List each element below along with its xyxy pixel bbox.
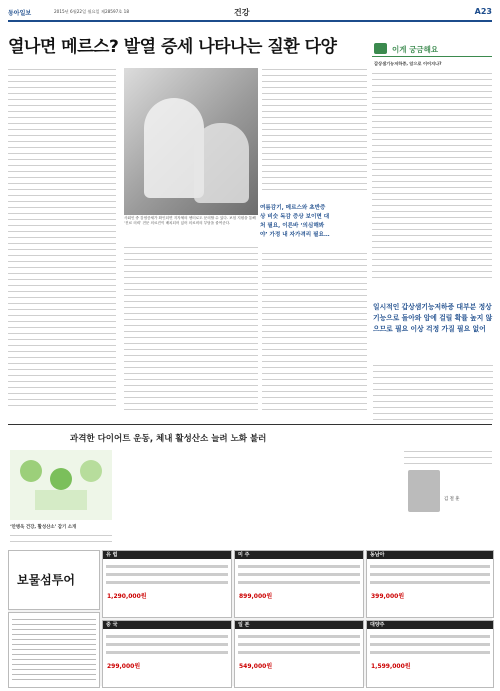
infographic-title: ‘안병욱 건강, 활성산소’ 감기 소개 <box>10 525 77 530</box>
ad-cell[interactable] <box>102 620 232 688</box>
doctor-icon <box>374 43 387 54</box>
section-divider <box>8 424 492 425</box>
sidebar-body-2 <box>373 362 493 420</box>
second-article-body <box>118 448 398 546</box>
brand-name: 보물섬투어 <box>17 573 75 587</box>
ad-price: 899,000원 <box>239 593 273 600</box>
ad-cell[interactable] <box>234 550 364 618</box>
ad-header: 유 럽 <box>103 551 231 559</box>
ad-side-list <box>8 612 100 688</box>
ad-section <box>8 550 492 686</box>
ad-price: 549,000원 <box>239 663 273 670</box>
author-photo <box>408 470 440 512</box>
article-column-3 <box>262 66 367 194</box>
travel-ad-brand[interactable] <box>8 550 100 610</box>
ad-price: 399,000원 <box>371 593 405 600</box>
sidebar <box>372 42 492 278</box>
ad-price: 1,290,000원 <box>107 593 147 600</box>
sidebar-body <box>372 70 492 278</box>
sidebar-pull-quote: 일시적인 갑상샘기능저하증 대부분 정상기능으로 돌아와 암에 걸릴 확률 높지 않으므로 필요 이상 걱정 가질 필요 없어 <box>373 303 493 333</box>
ad-header: 일 본 <box>235 621 363 629</box>
sidebar-title: 이게 궁금해요 <box>392 45 439 54</box>
article-column-2 <box>124 244 258 411</box>
ad-header: 대양주 <box>367 621 493 629</box>
sidebar-header <box>372 42 492 57</box>
author-name: 김 철 훈 <box>444 497 460 502</box>
paper-name: 동아일보 <box>8 10 32 17</box>
ad-cell[interactable] <box>366 620 494 688</box>
date-line: 2015년 6월22일 월요일 제28597호 18 <box>54 9 129 14</box>
second-headline: 과격한 다이어트 운동, 체내 활성산소 늘려 노화 불러 <box>70 434 267 444</box>
ad-price: 1,599,000원 <box>371 663 411 670</box>
article-column-4 <box>262 250 367 411</box>
photo-caption: 사회인 중 감염증세가 확인되면 지자체의 센터로도 문의할 수 있다. 보험 지원을 통해 ‘진료 의뢰’ 전문 의료진이 배치되어 있어 의료비의 부담을 줄여준다. <box>124 216 256 225</box>
pull-quote: 여름감기, 메르스와 초반증상 비슷 독감 증상 보이면 대처 필요, 이른바 ‘의심해봐야’ 가정 내 자가격리 필요… <box>260 205 330 238</box>
section-title: 건강 <box>234 8 250 17</box>
ad-header: 미 주 <box>235 551 363 559</box>
main-headline: 열나면 메르스? 발열 증세 나타나는 질환 다양 <box>8 37 337 57</box>
page-number: A23 <box>474 7 492 16</box>
sidebar-question: 갑상샘기능저하증, 암으로 이어지나? <box>374 61 442 66</box>
ad-price: 299,000원 <box>107 663 141 670</box>
article-column-1 <box>8 66 116 411</box>
ad-cell[interactable] <box>102 550 232 618</box>
ad-header: 중 국 <box>103 621 231 629</box>
infographic <box>10 450 112 520</box>
second-article-body-2 <box>404 448 492 466</box>
ad-cell[interactable] <box>366 550 494 618</box>
ad-cell[interactable] <box>234 620 364 688</box>
masthead <box>8 6 492 22</box>
article-photo <box>124 68 258 215</box>
infographic-text <box>10 532 112 546</box>
ad-header: 동남아 <box>367 551 493 559</box>
